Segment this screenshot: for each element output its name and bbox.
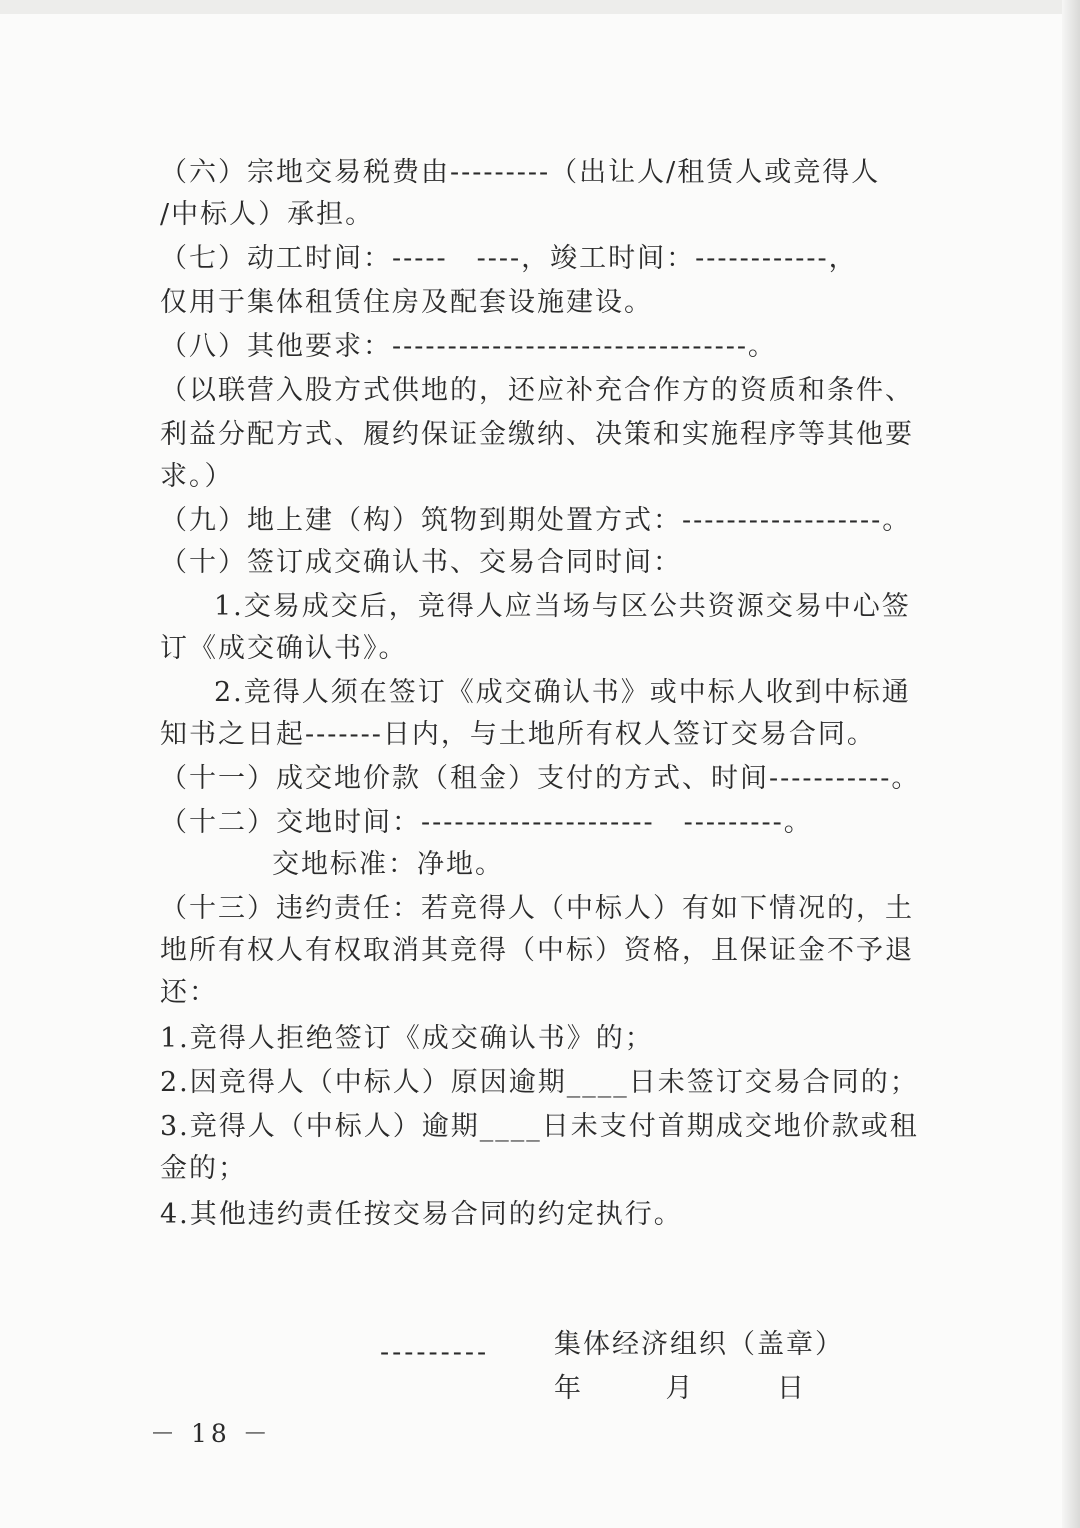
- signature-org: 集体经济组织（盖章）: [554, 1329, 844, 1360]
- clause-13-item-2: 2.因竞得人（中标人）原因逾期____日未签订交易合同的；: [160, 1067, 919, 1098]
- date-day: 日: [777, 1373, 804, 1404]
- clause-13-line-3: 还：: [160, 977, 218, 1008]
- clause-12-line-1: （十二）交地时间：--------------------- ---------。: [160, 807, 813, 838]
- clause-13-line-2: 地所有权人有权取消其竞得（中标）资格，且保证金不予退: [160, 935, 914, 966]
- clause-10-heading: （十）签订成交确认书、交易合同时间：: [160, 547, 682, 578]
- clause-9-line: （九）地上建（构）筑物到期处置方式：------------------。: [160, 505, 912, 536]
- clause-7-line-1: （七）动工时间：----- ----，竣工时间：------------，: [160, 243, 858, 274]
- signature-date: [554, 1366, 804, 1412]
- clause-13-item-3-line-1: 3.竞得人（中标人）逾期____日未支付首期成交地价款或租: [160, 1111, 919, 1142]
- clause-7-line-2: 仅用于集体租赁住房及配套设施建设。: [160, 287, 653, 318]
- clause-8-note-line-3: 求。）: [160, 461, 234, 492]
- clause-10-item-2-line-1: 2.竞得人须在签订《成交确认书》或中标人收到中标通: [214, 677, 911, 708]
- clause-13-item-4: 4.其他违约责任按交易合同的约定执行。: [160, 1199, 683, 1230]
- clause-8-note-line-1: （以联营入股方式供地的，还应补充合作方的资质和条件、: [160, 375, 914, 406]
- clause-8-note-line-2: 利益分配方式、履约保证金缴纳、决策和实施程序等其他要: [160, 419, 914, 450]
- clause-6-line-1: （六）宗地交易税费由---------（出让人/租赁人或竞得人: [160, 157, 881, 188]
- clause-11-line: （十一）成交地价款（租金）支付的方式、时间-----------。: [160, 763, 921, 794]
- signature-blank: ---------: [380, 1337, 490, 1368]
- clause-8-line: （八）其他要求：--------------------------------。: [160, 331, 777, 362]
- scan-right-edge: [1062, 0, 1080, 1528]
- clause-10-item-1-line-1: 1.交易成交后，竞得人应当场与区公共资源交易中心签: [214, 591, 911, 622]
- scan-top-band: [0, 0, 1080, 14]
- clause-13-line-1: （十三）违约责任：若竞得人（中标人）有如下情况的，土: [160, 893, 914, 924]
- date-month: 月: [665, 1373, 693, 1404]
- clause-13-item-3-line-2: 金的；: [160, 1153, 247, 1184]
- date-year: 年: [554, 1373, 581, 1404]
- clause-10-item-2-line-2: 知书之日起-------日内，与土地所有权人签订交易合同。: [160, 719, 876, 750]
- clause-6-line-2: /中标人）承担。: [160, 199, 375, 230]
- clause-13-item-1: 1.竞得人拒绝签订《成交确认书》的；: [160, 1023, 654, 1054]
- clause-10-item-1-line-2: 订《成交确认书》。: [160, 633, 408, 664]
- clause-12-line-2: 交地标准：净地。: [272, 849, 504, 880]
- page-number: － 18 －: [150, 1419, 272, 1448]
